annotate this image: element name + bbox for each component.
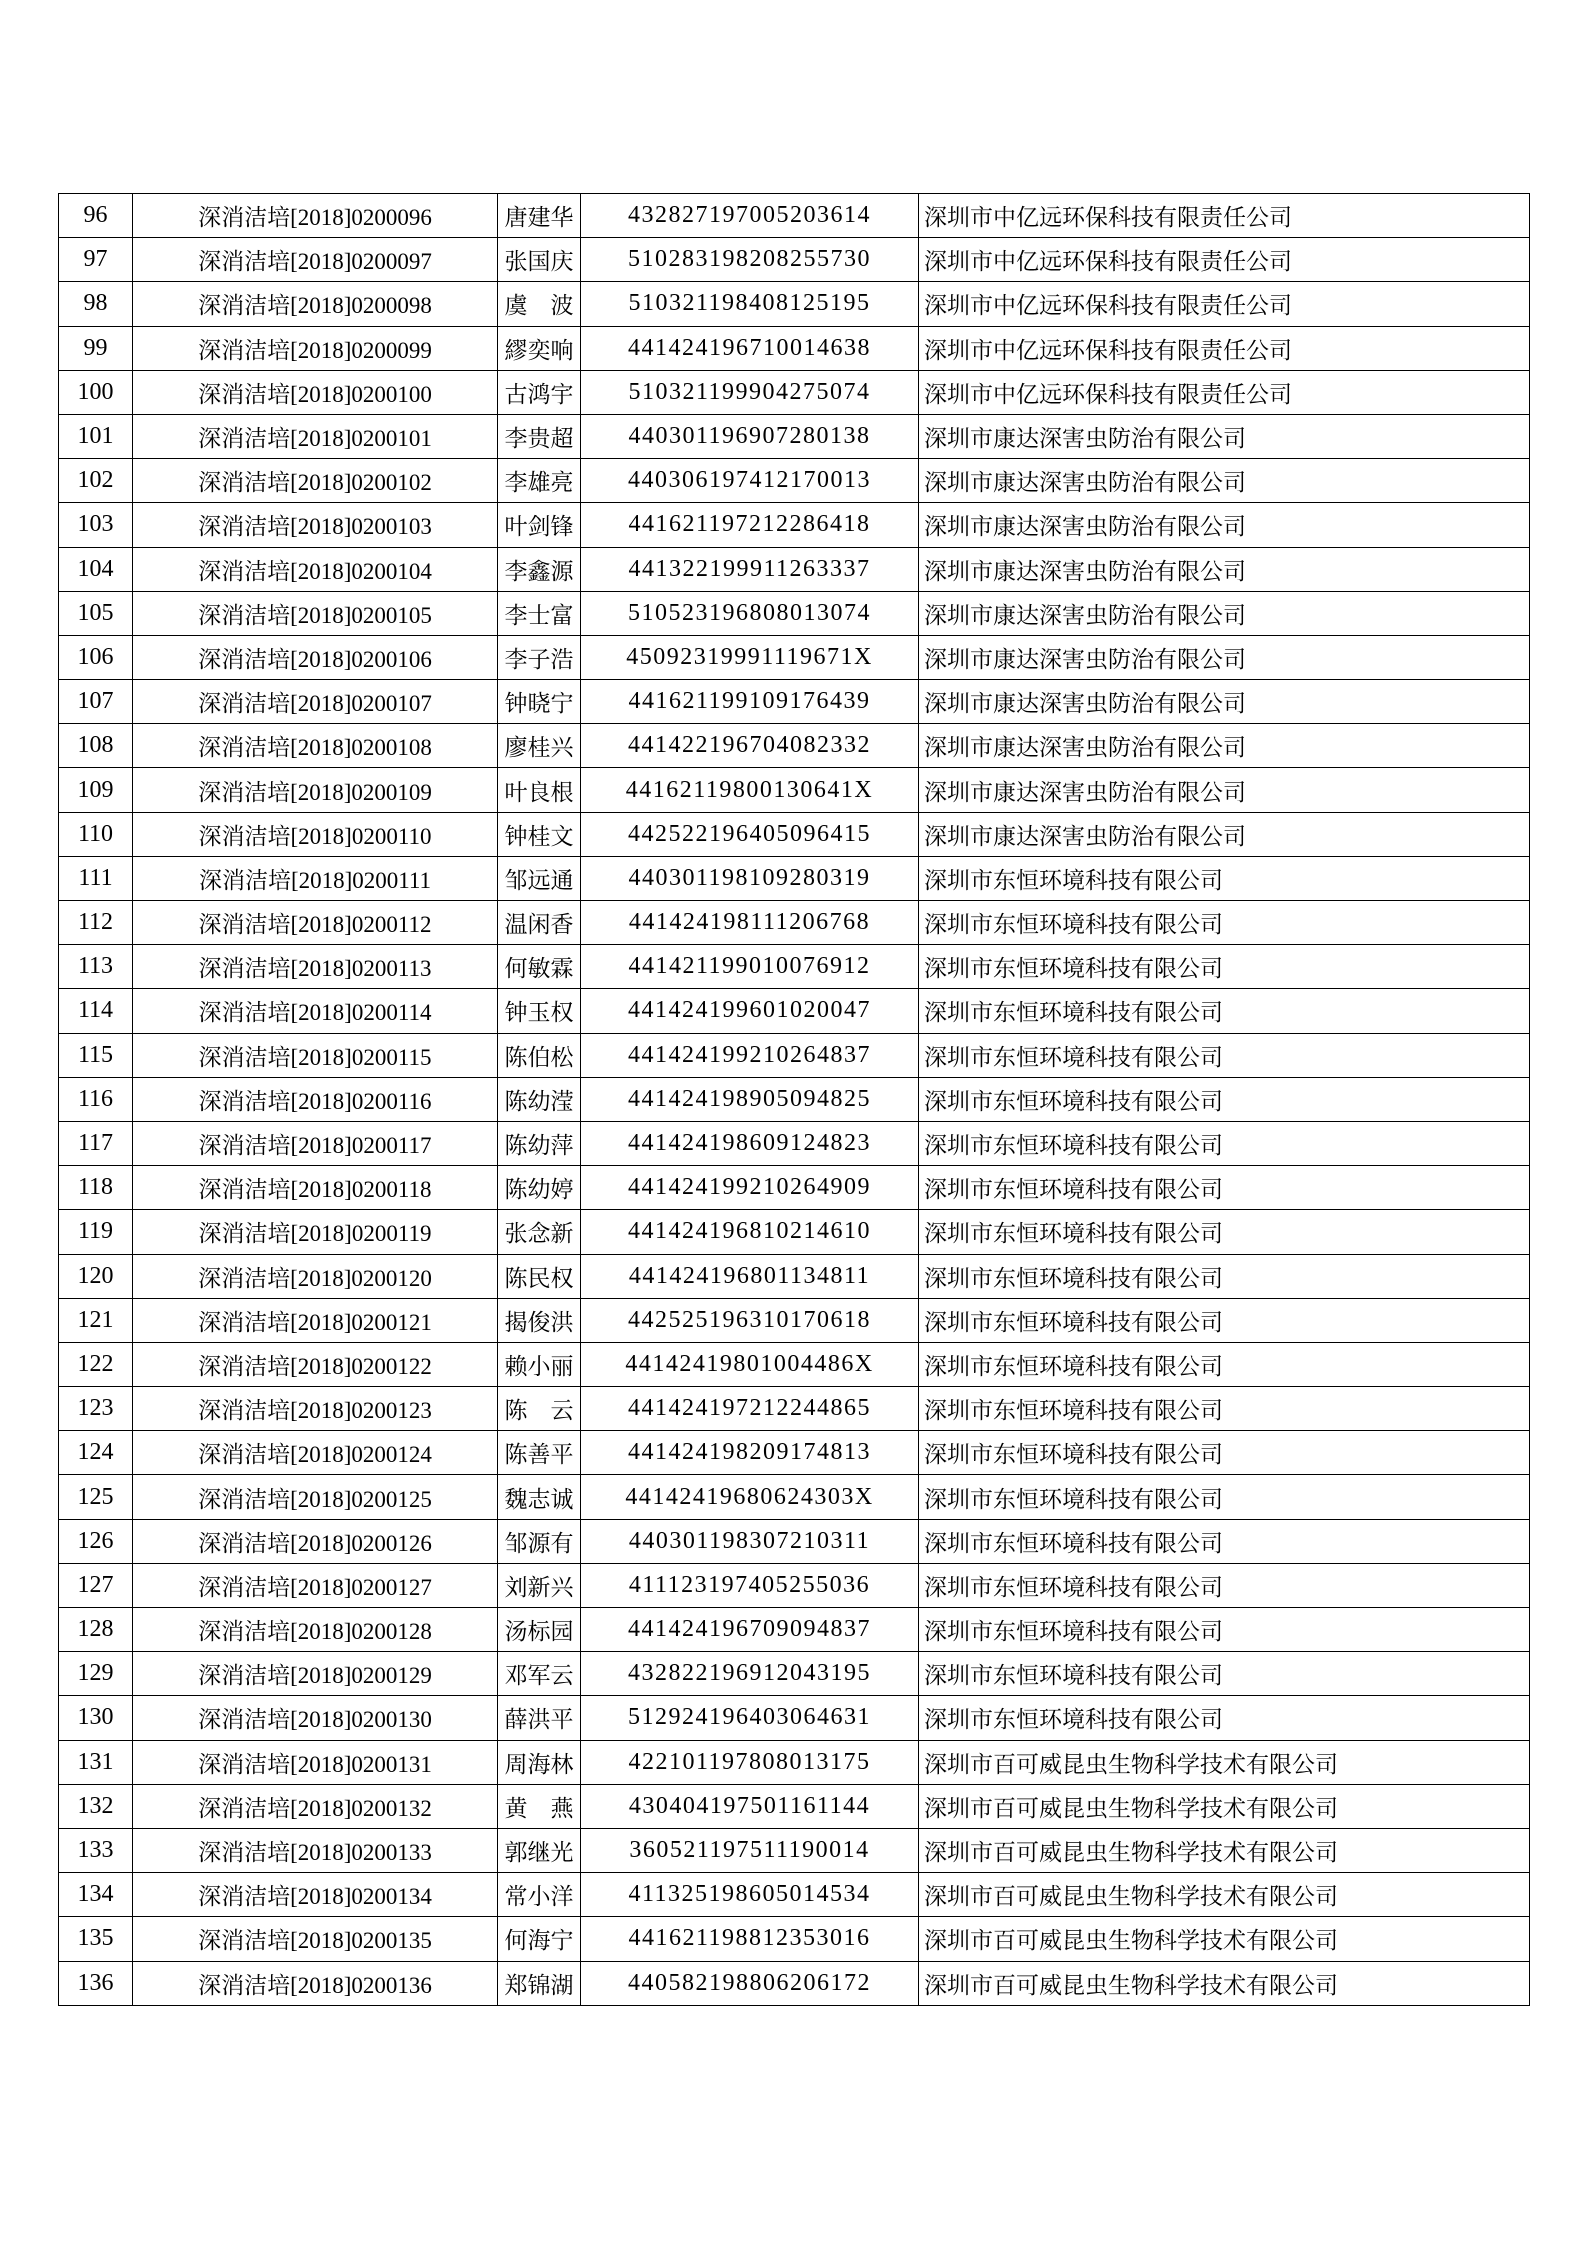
row-number: 105 <box>59 591 133 635</box>
table-row <box>59 1961 1530 2005</box>
id-number: 441621197212286418 <box>581 503 919 547</box>
company-name: 深圳市东恒环境科技有限公司 <box>919 1210 1530 1254</box>
company-name: 深圳市康达深害虫防治有限公司 <box>919 724 1530 768</box>
person-name: 李贵超 <box>498 414 581 458</box>
person-name: 陈民权 <box>498 1254 581 1298</box>
table-row <box>59 768 1530 812</box>
row-number: 111 <box>59 856 133 900</box>
id-number: 441424198905094825 <box>581 1077 919 1121</box>
row-number: 103 <box>59 503 133 547</box>
table-row <box>59 1563 1530 1607</box>
company-name: 深圳市东恒环境科技有限公司 <box>919 1342 1530 1386</box>
id-number: 44162119800130641X <box>581 768 919 812</box>
table-row <box>59 1033 1530 1077</box>
table-row <box>59 901 1530 945</box>
certificate-number: 深消洁培[2018]0200109 <box>133 768 498 812</box>
person-name: 周海林 <box>498 1740 581 1784</box>
row-number: 119 <box>59 1210 133 1254</box>
company-name: 深圳市东恒环境科技有限公司 <box>919 989 1530 1033</box>
person-name: 张国庆 <box>498 238 581 282</box>
certificate-number: 深消洁培[2018]0200119 <box>133 1210 498 1254</box>
row-number: 124 <box>59 1431 133 1475</box>
certificate-number: 深消洁培[2018]0200114 <box>133 989 498 1033</box>
id-number: 441424197212244865 <box>581 1387 919 1431</box>
person-name: 邓军云 <box>498 1652 581 1696</box>
company-name: 深圳市东恒环境科技有限公司 <box>919 1563 1530 1607</box>
person-name: 李鑫源 <box>498 547 581 591</box>
id-number: 510321198408125195 <box>581 282 919 326</box>
id-number: 441422196704082332 <box>581 724 919 768</box>
table-row <box>59 812 1530 856</box>
person-name: 虞 波 <box>498 282 581 326</box>
company-name: 深圳市百可威昆虫生物科学技术有限公司 <box>919 1740 1530 1784</box>
id-number: 360521197511190014 <box>581 1828 919 1872</box>
id-number: 442522196405096415 <box>581 812 919 856</box>
company-name: 深圳市康达深害虫防治有限公司 <box>919 547 1530 591</box>
company-name: 深圳市中亿远环保科技有限责任公司 <box>919 326 1530 370</box>
company-name: 深圳市康达深害虫防治有限公司 <box>919 503 1530 547</box>
row-number: 100 <box>59 370 133 414</box>
table-row <box>59 1696 1530 1740</box>
row-number: 112 <box>59 901 133 945</box>
company-name: 深圳市康达深害虫防治有限公司 <box>919 591 1530 635</box>
table-row <box>59 459 1530 503</box>
certificate-number: 深消洁培[2018]0200133 <box>133 1828 498 1872</box>
row-number: 129 <box>59 1652 133 1696</box>
table-row <box>59 282 1530 326</box>
certificate-number: 深消洁培[2018]0200101 <box>133 414 498 458</box>
certificate-number: 深消洁培[2018]0200136 <box>133 1961 498 2005</box>
table-row <box>59 326 1530 370</box>
company-name: 深圳市康达深害虫防治有限公司 <box>919 768 1530 812</box>
table-row <box>59 1342 1530 1386</box>
certificate-number: 深消洁培[2018]0200116 <box>133 1077 498 1121</box>
person-name: 陈幼萍 <box>498 1121 581 1165</box>
certificate-number: 深消洁培[2018]0200115 <box>133 1033 498 1077</box>
row-number: 114 <box>59 989 133 1033</box>
company-name: 深圳市东恒环境科技有限公司 <box>919 901 1530 945</box>
id-number: 441621198812353016 <box>581 1917 919 1961</box>
certificate-number: 深消洁培[2018]0200135 <box>133 1917 498 1961</box>
company-name: 深圳市百可威昆虫生物科学技术有限公司 <box>919 1828 1530 1872</box>
company-name: 深圳市中亿远环保科技有限责任公司 <box>919 282 1530 326</box>
table-row <box>59 591 1530 635</box>
company-name: 深圳市东恒环境科技有限公司 <box>919 856 1530 900</box>
person-name: 叶剑锋 <box>498 503 581 547</box>
person-name: 李雄亮 <box>498 459 581 503</box>
row-number: 110 <box>59 812 133 856</box>
company-name: 深圳市东恒环境科技有限公司 <box>919 1652 1530 1696</box>
person-name: 陈伯松 <box>498 1033 581 1077</box>
row-number: 121 <box>59 1298 133 1342</box>
table-row <box>59 1519 1530 1563</box>
id-number: 442525196310170618 <box>581 1298 919 1342</box>
person-name: 陈幼婷 <box>498 1166 581 1210</box>
person-name: 陈幼滢 <box>498 1077 581 1121</box>
company-name: 深圳市东恒环境科技有限公司 <box>919 1121 1530 1165</box>
certificate-number: 深消洁培[2018]0200122 <box>133 1342 498 1386</box>
id-number: 432827197005203614 <box>581 194 919 238</box>
table-row <box>59 945 1530 989</box>
certificate-number: 深消洁培[2018]0200127 <box>133 1563 498 1607</box>
row-number: 123 <box>59 1387 133 1431</box>
row-number: 125 <box>59 1475 133 1519</box>
person-name: 陈善平 <box>498 1431 581 1475</box>
company-name: 深圳市中亿远环保科技有限责任公司 <box>919 194 1530 238</box>
id-number: 44142419680624303X <box>581 1475 919 1519</box>
id-number: 432822196912043195 <box>581 1652 919 1696</box>
table-row <box>59 1475 1530 1519</box>
person-name: 唐建华 <box>498 194 581 238</box>
id-number: 441424199210264837 <box>581 1033 919 1077</box>
certificate-number: 深消洁培[2018]0200111 <box>133 856 498 900</box>
table-row <box>59 1210 1530 1254</box>
person-name: 刘新兴 <box>498 1563 581 1607</box>
id-number: 441424199210264909 <box>581 1166 919 1210</box>
person-name: 温闲香 <box>498 901 581 945</box>
certificate-number: 深消洁培[2018]0200121 <box>133 1298 498 1342</box>
table-row <box>59 503 1530 547</box>
id-number: 44142419801004486X <box>581 1342 919 1386</box>
certificate-number: 深消洁培[2018]0200104 <box>133 547 498 591</box>
row-number: 132 <box>59 1784 133 1828</box>
certificate-number: 深消洁培[2018]0200098 <box>133 282 498 326</box>
person-name: 汤标园 <box>498 1608 581 1652</box>
id-number: 441424196801134811 <box>581 1254 919 1298</box>
company-name: 深圳市东恒环境科技有限公司 <box>919 1254 1530 1298</box>
row-number: 97 <box>59 238 133 282</box>
row-number: 131 <box>59 1740 133 1784</box>
table-row <box>59 1077 1530 1121</box>
person-name: 赖小丽 <box>498 1342 581 1386</box>
table-row <box>59 1740 1530 1784</box>
person-name: 钟晓宁 <box>498 680 581 724</box>
certificate-number: 深消洁培[2018]0200099 <box>133 326 498 370</box>
id-number: 441424196810214610 <box>581 1210 919 1254</box>
table-row <box>59 724 1530 768</box>
person-name: 张念新 <box>498 1210 581 1254</box>
id-number: 411123197405255036 <box>581 1563 919 1607</box>
certificate-number: 深消洁培[2018]0200103 <box>133 503 498 547</box>
row-number: 135 <box>59 1917 133 1961</box>
table-row <box>59 680 1530 724</box>
table-row <box>59 1121 1530 1165</box>
row-number: 130 <box>59 1696 133 1740</box>
table-row <box>59 1387 1530 1431</box>
row-number: 113 <box>59 945 133 989</box>
id-number: 430404197501161144 <box>581 1784 919 1828</box>
row-number: 102 <box>59 459 133 503</box>
table-row <box>59 370 1530 414</box>
table-row <box>59 1431 1530 1475</box>
company-name: 深圳市中亿远环保科技有限责任公司 <box>919 238 1530 282</box>
id-number: 441424198209174813 <box>581 1431 919 1475</box>
certificate-number: 深消洁培[2018]0200097 <box>133 238 498 282</box>
table-row <box>59 635 1530 679</box>
row-number: 116 <box>59 1077 133 1121</box>
row-number: 101 <box>59 414 133 458</box>
company-name: 深圳市中亿远环保科技有限责任公司 <box>919 370 1530 414</box>
company-name: 深圳市东恒环境科技有限公司 <box>919 1387 1530 1431</box>
person-name: 廖桂兴 <box>498 724 581 768</box>
company-name: 深圳市东恒环境科技有限公司 <box>919 1475 1530 1519</box>
row-number: 115 <box>59 1033 133 1077</box>
person-name: 黄 燕 <box>498 1784 581 1828</box>
row-number: 127 <box>59 1563 133 1607</box>
table-row <box>59 1298 1530 1342</box>
person-name: 何海宁 <box>498 1917 581 1961</box>
person-name: 邹源有 <box>498 1519 581 1563</box>
certificate-number: 深消洁培[2018]0200107 <box>133 680 498 724</box>
table-row <box>59 1873 1530 1917</box>
person-name: 揭俊洪 <box>498 1298 581 1342</box>
row-number: 118 <box>59 1166 133 1210</box>
company-name: 深圳市东恒环境科技有限公司 <box>919 1166 1530 1210</box>
id-number: 422101197808013175 <box>581 1740 919 1784</box>
row-number: 109 <box>59 768 133 812</box>
company-name: 深圳市康达深害虫防治有限公司 <box>919 635 1530 679</box>
company-name: 深圳市百可威昆虫生物科学技术有限公司 <box>919 1917 1530 1961</box>
company-name: 深圳市东恒环境科技有限公司 <box>919 1298 1530 1342</box>
certificate-number: 深消洁培[2018]0200129 <box>133 1652 498 1696</box>
id-number: 441424196710014638 <box>581 326 919 370</box>
certificate-number: 深消洁培[2018]0200105 <box>133 591 498 635</box>
person-name: 陈 云 <box>498 1387 581 1431</box>
id-number: 440301198307210311 <box>581 1519 919 1563</box>
certificate-number: 深消洁培[2018]0200126 <box>133 1519 498 1563</box>
row-number: 122 <box>59 1342 133 1386</box>
row-number: 128 <box>59 1608 133 1652</box>
id-number: 441421199010076912 <box>581 945 919 989</box>
person-name: 李士富 <box>498 591 581 635</box>
id-number: 510321199904275074 <box>581 370 919 414</box>
id-number: 512924196403064631 <box>581 1696 919 1740</box>
id-number: 441621199109176439 <box>581 680 919 724</box>
company-name: 深圳市康达深害虫防治有限公司 <box>919 414 1530 458</box>
certificate-number: 深消洁培[2018]0200134 <box>133 1873 498 1917</box>
certificate-number: 深消洁培[2018]0200108 <box>133 724 498 768</box>
company-name: 深圳市东恒环境科技有限公司 <box>919 1608 1530 1652</box>
certificate-number: 深消洁培[2018]0200131 <box>133 1740 498 1784</box>
certificate-number: 深消洁培[2018]0200120 <box>133 1254 498 1298</box>
company-name: 深圳市东恒环境科技有限公司 <box>919 1033 1530 1077</box>
person-name: 魏志诚 <box>498 1475 581 1519</box>
row-number: 99 <box>59 326 133 370</box>
company-name: 深圳市东恒环境科技有限公司 <box>919 1431 1530 1475</box>
certificate-number: 深消洁培[2018]0200132 <box>133 1784 498 1828</box>
row-number: 107 <box>59 680 133 724</box>
id-number: 441424198111206768 <box>581 901 919 945</box>
id-number: 440301196907280138 <box>581 414 919 458</box>
row-number: 134 <box>59 1873 133 1917</box>
person-name: 叶良根 <box>498 768 581 812</box>
id-number: 441322199911263337 <box>581 547 919 591</box>
id-number: 510283198208255730 <box>581 238 919 282</box>
company-name: 深圳市康达深害虫防治有限公司 <box>919 459 1530 503</box>
person-name: 钟桂文 <box>498 812 581 856</box>
certificate-number: 深消洁培[2018]0200118 <box>133 1166 498 1210</box>
person-name: 邹远通 <box>498 856 581 900</box>
person-name: 繆奕响 <box>498 326 581 370</box>
person-name: 钟玉权 <box>498 989 581 1033</box>
table-row <box>59 856 1530 900</box>
certificate-number: 深消洁培[2018]0200110 <box>133 812 498 856</box>
row-number: 106 <box>59 635 133 679</box>
id-number: 440306197412170013 <box>581 459 919 503</box>
certificate-number: 深消洁培[2018]0200128 <box>133 1608 498 1652</box>
person-name: 郭继光 <box>498 1828 581 1872</box>
person-name: 何敏霖 <box>498 945 581 989</box>
id-number: 440582198806206172 <box>581 1961 919 2005</box>
id-number: 510523196808013074 <box>581 591 919 635</box>
table-row <box>59 194 1530 238</box>
row-number: 98 <box>59 282 133 326</box>
certificate-number: 深消洁培[2018]0200124 <box>133 1431 498 1475</box>
company-name: 深圳市百可威昆虫生物科学技术有限公司 <box>919 1961 1530 2005</box>
row-number: 96 <box>59 194 133 238</box>
id-number: 441424198609124823 <box>581 1121 919 1165</box>
row-number: 120 <box>59 1254 133 1298</box>
company-name: 深圳市东恒环境科技有限公司 <box>919 1519 1530 1563</box>
table-row <box>59 1608 1530 1652</box>
company-name: 深圳市百可威昆虫生物科学技术有限公司 <box>919 1784 1530 1828</box>
table-row <box>59 1254 1530 1298</box>
certificate-number: 深消洁培[2018]0200113 <box>133 945 498 989</box>
person-name: 郑锦湖 <box>498 1961 581 2005</box>
table-row <box>59 1652 1530 1696</box>
table-row <box>59 414 1530 458</box>
certificate-table <box>58 193 1530 2006</box>
person-name: 薛洪平 <box>498 1696 581 1740</box>
table-row <box>59 547 1530 591</box>
row-number: 126 <box>59 1519 133 1563</box>
row-number: 108 <box>59 724 133 768</box>
company-name: 深圳市东恒环境科技有限公司 <box>919 1696 1530 1740</box>
table-row <box>59 238 1530 282</box>
row-number: 104 <box>59 547 133 591</box>
company-name: 深圳市康达深害虫防治有限公司 <box>919 812 1530 856</box>
row-number: 133 <box>59 1828 133 1872</box>
company-name: 深圳市东恒环境科技有限公司 <box>919 1077 1530 1121</box>
certificate-number: 深消洁培[2018]0200100 <box>133 370 498 414</box>
company-name: 深圳市康达深害虫防治有限公司 <box>919 680 1530 724</box>
table-row <box>59 989 1530 1033</box>
person-name: 常小洋 <box>498 1873 581 1917</box>
id-number: 45092319991119671X <box>581 635 919 679</box>
person-name: 古鸿宇 <box>498 370 581 414</box>
id-number: 411325198605014534 <box>581 1873 919 1917</box>
certificate-number: 深消洁培[2018]0200102 <box>133 459 498 503</box>
certificate-number: 深消洁培[2018]0200112 <box>133 901 498 945</box>
certificate-number: 深消洁培[2018]0200125 <box>133 1475 498 1519</box>
table-row <box>59 1828 1530 1872</box>
id-number: 440301198109280319 <box>581 856 919 900</box>
row-number: 117 <box>59 1121 133 1165</box>
company-name: 深圳市百可威昆虫生物科学技术有限公司 <box>919 1873 1530 1917</box>
certificate-number: 深消洁培[2018]0200096 <box>133 194 498 238</box>
certificate-number: 深消洁培[2018]0200123 <box>133 1387 498 1431</box>
certificate-number: 深消洁培[2018]0200130 <box>133 1696 498 1740</box>
id-number: 441424196709094837 <box>581 1608 919 1652</box>
table-row <box>59 1917 1530 1961</box>
id-number: 441424199601020047 <box>581 989 919 1033</box>
company-name: 深圳市东恒环境科技有限公司 <box>919 945 1530 989</box>
certificate-number: 深消洁培[2018]0200117 <box>133 1121 498 1165</box>
row-number: 136 <box>59 1961 133 2005</box>
table-row <box>59 1166 1530 1210</box>
table-row <box>59 1784 1530 1828</box>
certificate-number: 深消洁培[2018]0200106 <box>133 635 498 679</box>
person-name: 李子浩 <box>498 635 581 679</box>
